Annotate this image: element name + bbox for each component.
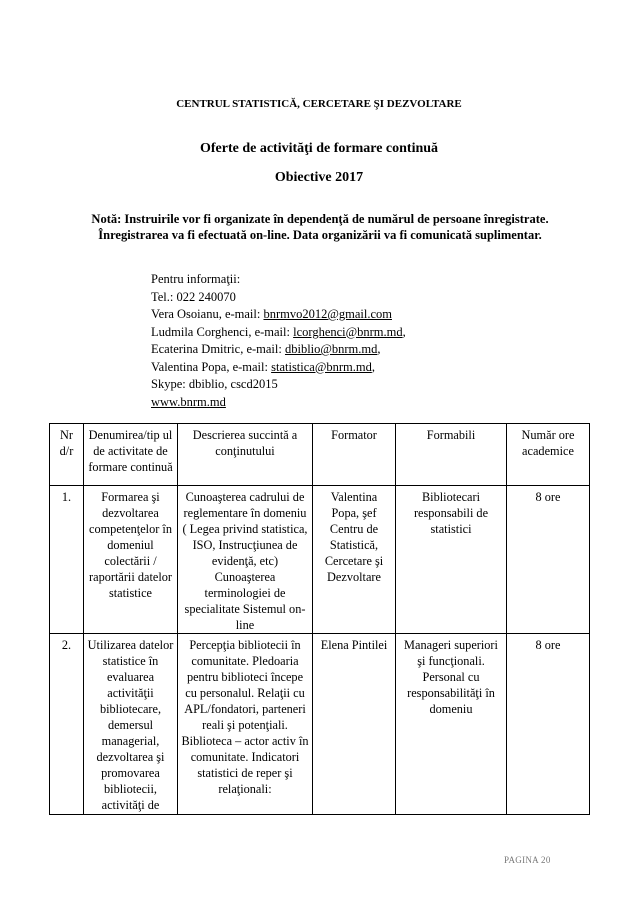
cell-description: Cunoaşterea cadrului de reglementare în domeniu ( Legea privind statistica, ISO, Instrucţiunea de evidenţă, etc) Cunoaşterea terminologiei de specialitate Sistemul on-line xyxy=(178,486,313,634)
header-description: Descrierea succintă a conţinutului xyxy=(178,424,313,486)
table-header-row xyxy=(50,424,590,486)
website-line xyxy=(151,394,406,412)
header-nr: Nr d/r xyxy=(50,424,84,486)
cell-trainees: Manageri superiori şi funcţionali. Personal cu responsabilităţi în domeniu xyxy=(396,634,507,815)
email-link[interactable]: lcorghenci@bnrm.md xyxy=(293,324,403,339)
contact-line xyxy=(151,324,406,342)
contact-name: Valentina Popa, e-mail: xyxy=(151,359,272,374)
header-trainer: Formator xyxy=(313,424,396,486)
cell-activity-name: Utilizarea datelor statistice în evaluarea activităţii bibliotecare, demersul managerial, dezvoltarea şi promovarea bibliotecii, activităţi de xyxy=(84,634,178,815)
cell-hours: 8 ore xyxy=(507,634,590,815)
contact-suffix: , xyxy=(371,359,375,374)
header-trainees: Formabili xyxy=(396,424,507,486)
phone-line: Tel.: 022 240070 xyxy=(151,289,236,304)
email-link[interactable]: statistica@bnrm.md xyxy=(271,359,372,374)
cell-nr: 1. xyxy=(50,486,84,634)
email-link[interactable]: bnrmvo2012@gmail.com xyxy=(263,307,392,321)
contact-line xyxy=(151,359,406,377)
registration-note: Notă: Instruirile vor fi organizate în dependenţă de numărul de persoane înregistrate. Înregistrarea va fi efectuată on-line. Data organizării va fi comunicată suplimentar. xyxy=(91,212,549,242)
cell-hours: 8 ore xyxy=(507,486,590,634)
info-heading: Pentru informaţii: xyxy=(151,272,241,286)
cell-activity-name: Formarea şi dezvoltarea competenţelor în domeniul colectării / raportării datelor statistice xyxy=(84,486,178,634)
cell-description: Percepţia bibliotecii în comunitate. Pledoaria pentru biblioteci începe cu personalul. Relaţii cu APL/fondatori, parteneri reali şi potenţiali. Biblioteca – actor activ în comunitate. Indicatori statistici de reper şi relaţionali: xyxy=(178,634,313,815)
contact-name: Vera Osoianu, e-mail: xyxy=(151,307,264,321)
skype-line: Skype: dbiblio, cscd2015 xyxy=(151,377,278,391)
cell-nr: 2. xyxy=(50,634,84,815)
header-activity-name: Denumirea/tip ul de activitate de formare continuă xyxy=(84,424,178,486)
contact-name: Ludmila Corghenci, e-mail: xyxy=(151,324,294,339)
contact-suffix: , xyxy=(377,342,381,356)
contact-line xyxy=(151,341,406,359)
email-link[interactable]: dbiblio@bnrm.md xyxy=(284,342,378,356)
header-hours: Număr ore academice xyxy=(507,424,590,486)
cell-trainer: Elena Pintilei xyxy=(313,634,396,815)
page-number: PAGINA 20 xyxy=(504,855,551,865)
training-offers-table xyxy=(49,423,590,815)
contact-name: Ecaterina Dmitric, e-mail: xyxy=(151,342,285,356)
contact-line xyxy=(151,306,406,324)
document-title: Oferte de activităţi de formare continuă xyxy=(199,141,439,156)
document-subtitle: Obiective 2017 xyxy=(274,170,364,185)
website-link[interactable]: www.bnrm.md xyxy=(151,394,226,409)
table-row xyxy=(50,634,590,815)
contact-suffix: , xyxy=(402,324,406,339)
contact-info xyxy=(151,271,406,411)
cell-trainer: Valentina Popa, şef Centru de Statistică, Cercetare şi Dezvoltare xyxy=(313,486,396,634)
table-row xyxy=(50,486,590,634)
cell-trainees: Bibliotecari responsabili de statistici xyxy=(396,486,507,634)
organization-name: CENTRUL STATISTICĂ, CERCETARE ŞI DEZVOLTARE xyxy=(176,98,462,110)
